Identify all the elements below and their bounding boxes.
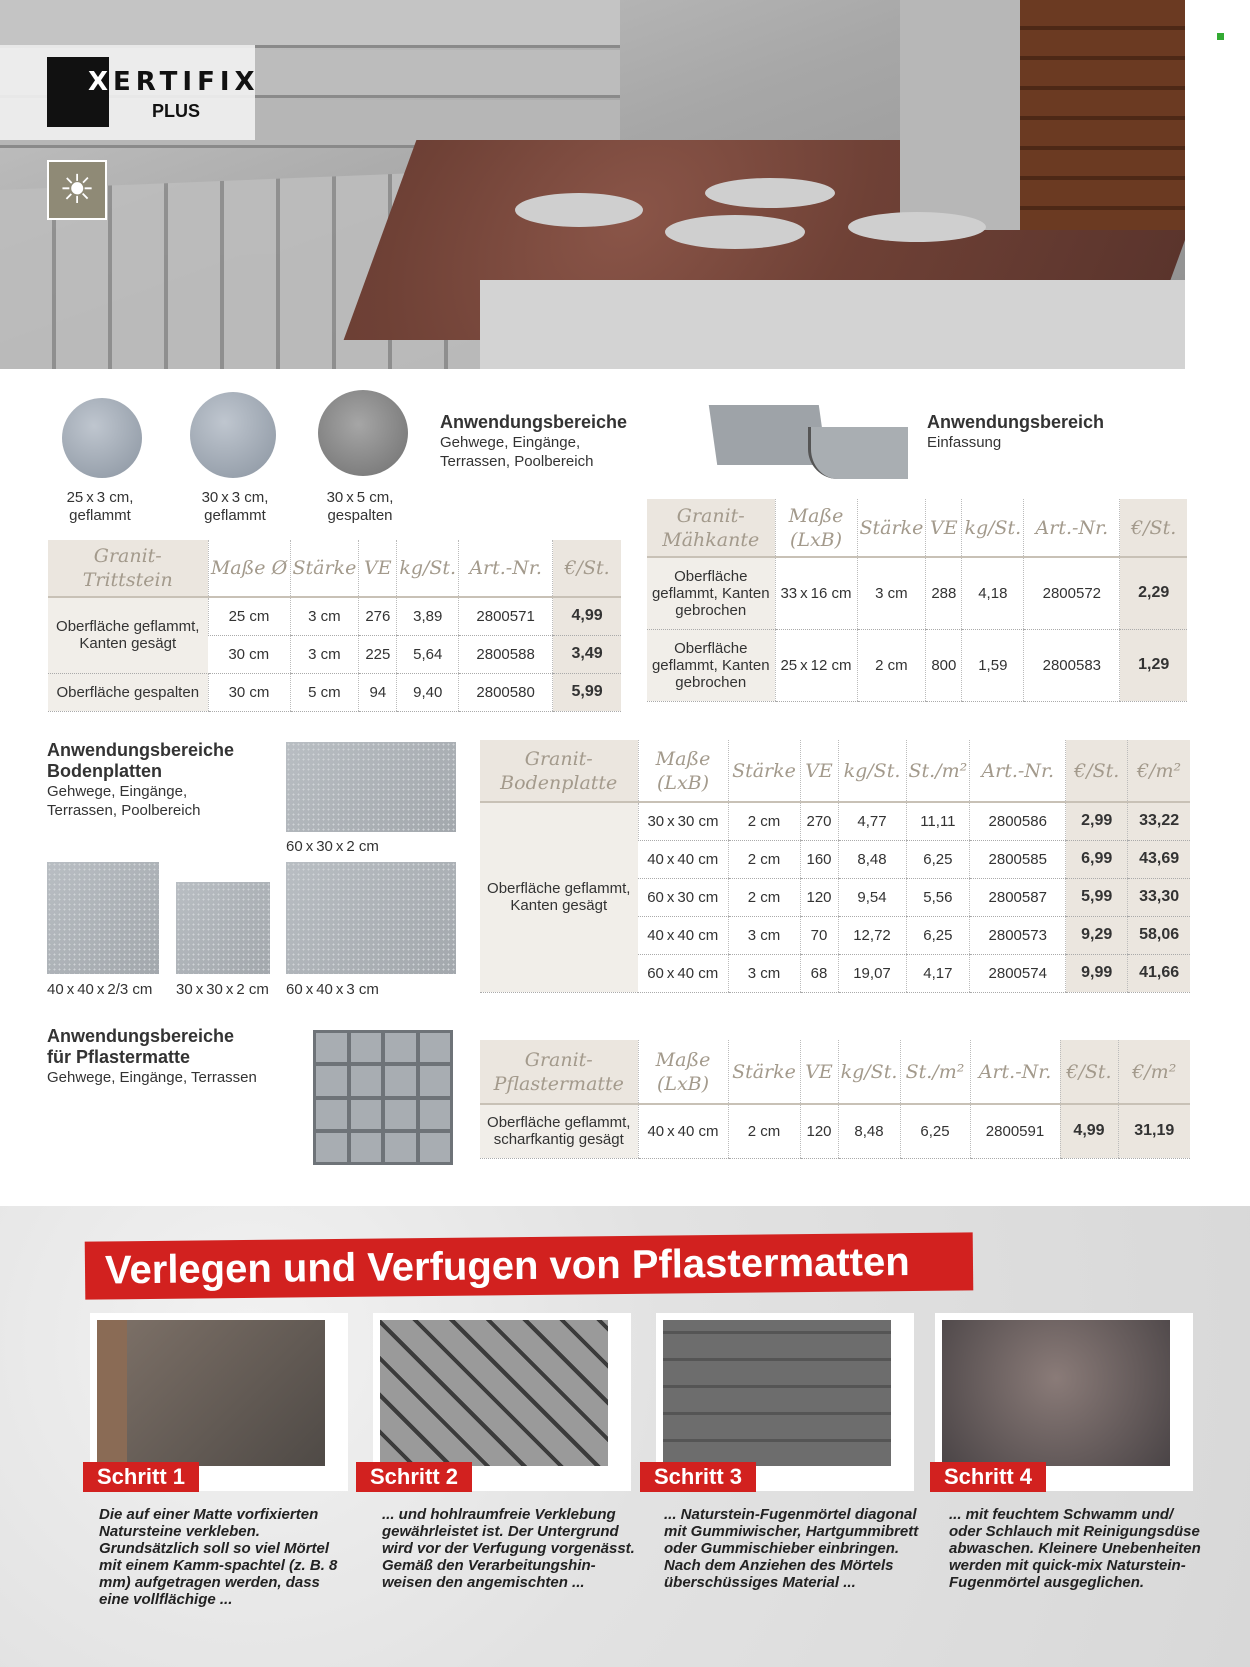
step-3-text: ... Naturstein-Fugenmörtel diagonal mit Gummiwischer, Hartgummibrett oder Gummischieber einbringen. Nach dem Anziehen des Mörtels überschüssiges Material ... [664,1506,919,1591]
table-header: VE [359,540,397,597]
bodenplatten-usage-title: Bodenplatten [47,761,162,781]
price-per-m2: 33,22 [1128,802,1190,840]
bodenplatten-usage-line: Gehwege, Eingänge, [47,783,188,800]
price-per-m2: 33,30 [1128,878,1190,916]
brand-x-end: X [234,67,260,97]
table-header: Stärke [857,499,926,557]
trittstein-usage-title: Anwendungsbereiche [440,412,628,432]
price: 4,99 [553,597,621,635]
price: 4,99 [1060,1104,1118,1158]
trittstein-25-image [62,398,142,478]
pflastermatte-usage-title: Anwendungsbereiche [47,1026,235,1046]
trittstein-30-gespalten-image [318,390,408,476]
table-header: Art.-Nr. [459,540,553,597]
table-header: €/St. [1066,740,1128,802]
price: 3,49 [553,635,621,673]
trittstein-30-image [190,392,276,478]
pflastermatte-table [480,1040,1190,1159]
trittstein-caption: 30 x 3 cm, geflammt [201,489,269,524]
table-row: Oberfläche geflammt, Kanten gesägt 25 cm 3 cm 276 3,89 2800571 4,99 [48,597,621,635]
tile-caption: 40 x 40 x 2/3 cm [47,981,153,998]
price: 2,29 [1120,557,1187,629]
brand-plus: PLUS [152,101,201,121]
price-per-m2: 43,69 [1128,840,1190,878]
maehkante-image [713,405,908,477]
wooden-fence [1020,0,1185,230]
step-1-photo [97,1320,325,1466]
table-row: 30 cm 3 cm 225 5,64 2800588 3,49 [48,635,621,673]
table-header: St./m² [900,1040,970,1104]
table-header: kg/St. [838,1040,900,1104]
pflastermatte-image [313,1030,453,1165]
row-description: Oberfläche geflammt, Kanten gesägt [480,802,638,992]
table-header: Art.-Nr. [1024,499,1120,557]
table-header: Granit-Mähkante [647,499,775,557]
trittstein-caption: 30 x 5 cm, gespalten [326,489,394,524]
table-header: €/m² [1128,740,1190,802]
price-per-m2: 31,19 [1118,1104,1190,1158]
trittstein-usage-line: Terrassen, Poolbereich [440,453,594,470]
price: 1,29 [1120,629,1187,701]
step-2-text: ... und hohlraumfreie Verklebung gewährleistet ist. Der Untergrund wird vor der Verfugung vorgenässt. Gemäß den Verarbeitungshin-weisen den angemischten ... [382,1506,635,1591]
trittstein-usage-line: Gehwege, Eingänge, [440,434,581,451]
table-header: Stärke [290,540,359,597]
step-2-photo [380,1320,608,1466]
maehkante-usage-line: Einfassung [927,434,1002,451]
curb-stone [480,280,1185,369]
table-row: Oberfläche geflammt, scharfkantig gesägt 40 x 40 cm 2 cm 120 8,48 6,25 2800591 4,99 31,19 [480,1104,1190,1158]
table-header: €/St. [553,540,621,597]
table-header: kg/St. [397,540,459,597]
brand-x: X [88,67,114,97]
tile-caption: 60 x 40 x 3 cm [286,981,379,998]
step-3-label: Schritt 3 [640,1462,756,1492]
bodenplatte-60x40-image [286,862,456,974]
brand-logo [0,45,260,140]
price: 5,99 [553,673,621,711]
pflastermatte-usage-line: Gehwege, Eingänge, Terrassen [47,1069,257,1086]
bodenplatte-40x40-image [47,862,159,974]
tile-caption: 60 x 30 x 2 cm [286,838,379,855]
table-header: VE [800,740,838,802]
bodenplatten-table [480,740,1190,993]
stepping-stone [848,212,986,242]
step-4-label: Schritt 4 [930,1462,1046,1492]
bodenplatten-usage-title: Anwendungsbereiche [47,740,235,760]
bodenplatte-30x30-image [176,882,270,974]
row-description: Oberfläche geflammt, Kanten gebrochen [647,629,775,701]
table-header: Art.-Nr. [970,1040,1060,1104]
table-row: 60 x 40 cm 3 cm 68 19,07 4,17 2800574 9,99 41,66 [480,954,1190,992]
price: 2,99 [1066,802,1128,840]
table-header: VE [926,499,962,557]
step-2-label: Schritt 2 [356,1462,472,1492]
table-header: Granit-Pflastermatte [480,1040,638,1104]
row-description: Oberfläche geflammt, Kanten gesägt [48,597,208,673]
stepping-stone [665,215,805,249]
stepping-stone [705,178,835,208]
table-row: Oberfläche geflammt, Kanten gebrochen 33 x 16 cm 3 cm 288 4,18 2800572 2,29 [647,557,1187,629]
maehkante-usage-title: Anwendungsbereich [927,412,1105,432]
table-header: Maße (LxB) [638,740,728,802]
table-header: kg/St. [838,740,906,802]
price: 5,99 [1066,878,1128,916]
table-header: VE [800,1040,838,1104]
table-row: Oberfläche gespalten 30 cm 5 cm 94 9,40 2800580 5,99 [48,673,621,711]
maehkante-table [647,499,1187,702]
table-header: kg/St. [962,499,1024,557]
table-header: €/St. [1120,499,1187,557]
tile-caption: 30 x 30 x 2 cm [176,981,269,998]
table-header: Maße Ø [208,540,290,597]
row-description: Oberfläche geflammt, scharfkantig gesägt [480,1104,638,1158]
step-4-text: ... mit feuchtem Schwamm und/ oder Schlauch mit Reinigungsdüse abwaschen. Kleinere Unebenheiten werden mit quick-mix Naturstein-Fugenmörtel ausgeglichen. [949,1506,1201,1591]
row-description: Oberfläche geflammt, Kanten gebrochen [647,557,775,629]
wall-row [0,0,620,48]
table-header: Stärke [728,1040,800,1104]
corner-mark-icon [1217,33,1224,40]
row-description: Oberfläche gespalten [48,673,208,711]
table-row: Oberfläche geflammt, Kanten gesägt 30 x 30 cm 2 cm 270 4,77 11,11 2800586 2,99 33,22 [480,802,1190,840]
bodenplatte-60x30-image [286,742,456,832]
table-header: Granit-Bodenplatte [480,740,638,802]
table-header: €/St. [1060,1040,1118,1104]
table-header: Granit-Trittstein [48,540,208,597]
price-per-m2: 58,06 [1128,916,1190,954]
table-row: 40 x 40 cm 3 cm 70 12,72 6,25 2800573 9,29 58,06 [480,916,1190,954]
table-header: St./m² [906,740,970,802]
step-3-photo [663,1320,891,1466]
bodenplatten-usage-line: Terrassen, Poolbereich [47,802,201,819]
table-header: €/m² [1118,1040,1190,1104]
pflastermatte-usage-title: für Pflastermatte [47,1047,191,1067]
step-1-label: Schritt 1 [83,1462,199,1492]
brand-rest: ERTIFI [113,67,235,97]
stepping-stone [515,193,643,227]
table-header: Maße (LxB) [775,499,857,557]
sun-icon: ☀ [47,160,107,220]
price: 6,99 [1066,840,1128,878]
guide-title: Verlegen und Verfugen von Pflastermatten [85,1232,974,1299]
table-row: 40 x 40 cm 2 cm 160 8,48 6,25 2800585 6,99 43,69 [480,840,1190,878]
trittstein-table [48,540,621,712]
granite-pillar [900,0,1020,230]
brand-name [88,67,260,97]
table-header: Art.-Nr. [970,740,1066,802]
table-header: Stärke [728,740,800,802]
table-row: 60 x 30 cm 2 cm 120 9,54 5,56 2800587 5,99 33,30 [480,878,1190,916]
step-1-text: Die auf einer Matte vorfixierten Natursteine verkleben. Grundsätzlich soll so viel Mörtel mit einem Kamm-spachtel (z. B. 8 mm) aufgetragen werden, dass eine vollflächige ... [99,1506,338,1608]
price: 9,29 [1066,916,1128,954]
price-per-m2: 41,66 [1128,954,1190,992]
price: 9,99 [1066,954,1128,992]
table-row: Oberfläche geflammt, Kanten gebrochen 25 x 12 cm 2 cm 800 1,59 2800583 1,29 [647,629,1187,701]
table-header: Maße (LxB) [638,1040,728,1104]
trittstein-caption: 25 x 3 cm, geflammt [66,489,134,524]
step-4-photo [942,1320,1170,1466]
